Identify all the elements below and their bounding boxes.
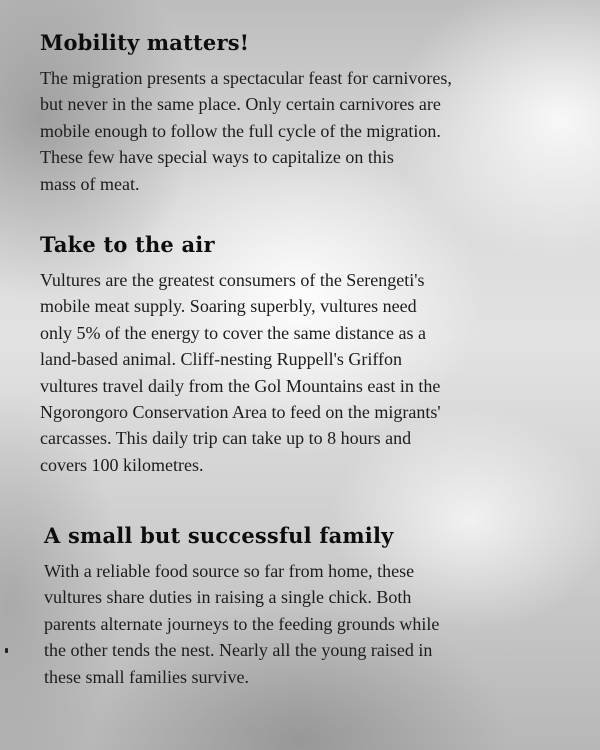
section-heading: Mobility matters! [40,30,250,55]
body-line: these small families survive. [44,666,249,687]
body-line: vultures share duties in raising a single chick. Both [44,587,412,608]
body-line: carcasses. This daily trip can take up to 8 hours and [40,428,412,449]
body-line: With a reliable food source so far from home, these [44,561,415,581]
body-line: only 5% of the energy to cover the same distance as a [40,322,427,343]
body-line: mobile enough to follow the full cycle of the migration. [40,120,441,141]
body-line: The migration presents a spectacular feast for carnivores, [40,68,452,88]
section-small-successful-family [44,523,574,690]
body-line: the other tends the nest. Nearly all the young raised in [44,640,433,661]
body-line: but never in the same place. Only certain carnivores are [40,94,441,115]
section-mobility-matters [40,30,570,197]
section-body [40,267,570,478]
section-heading: A small but successful family [44,523,394,548]
body-line: mobile meat supply. Soaring superbly, vultures need [40,296,417,317]
body-line: parents alternate journeys to the feeding grounds while [44,613,440,634]
section-take-to-the-air [40,232,570,478]
body-line: vultures travel daily from the Gol Mountains east in the [40,375,441,396]
body-line: land-based animal. Cliff-nesting Ruppell's Griffon [40,349,403,370]
section-heading: Take to the air [40,232,215,257]
body-line: Vultures are the greatest consumers of the Serengeti's [40,270,425,290]
body-line: covers 100 kilometres. [40,454,204,475]
body-line: These few have special ways to capitalize on this [40,147,394,168]
body-line: mass of meat. [40,173,140,194]
body-line: Ngorongoro Conservation Area to feed on the migrants' [40,402,441,423]
surface-speck [5,648,8,653]
section-body [40,65,570,197]
section-body [44,558,574,690]
